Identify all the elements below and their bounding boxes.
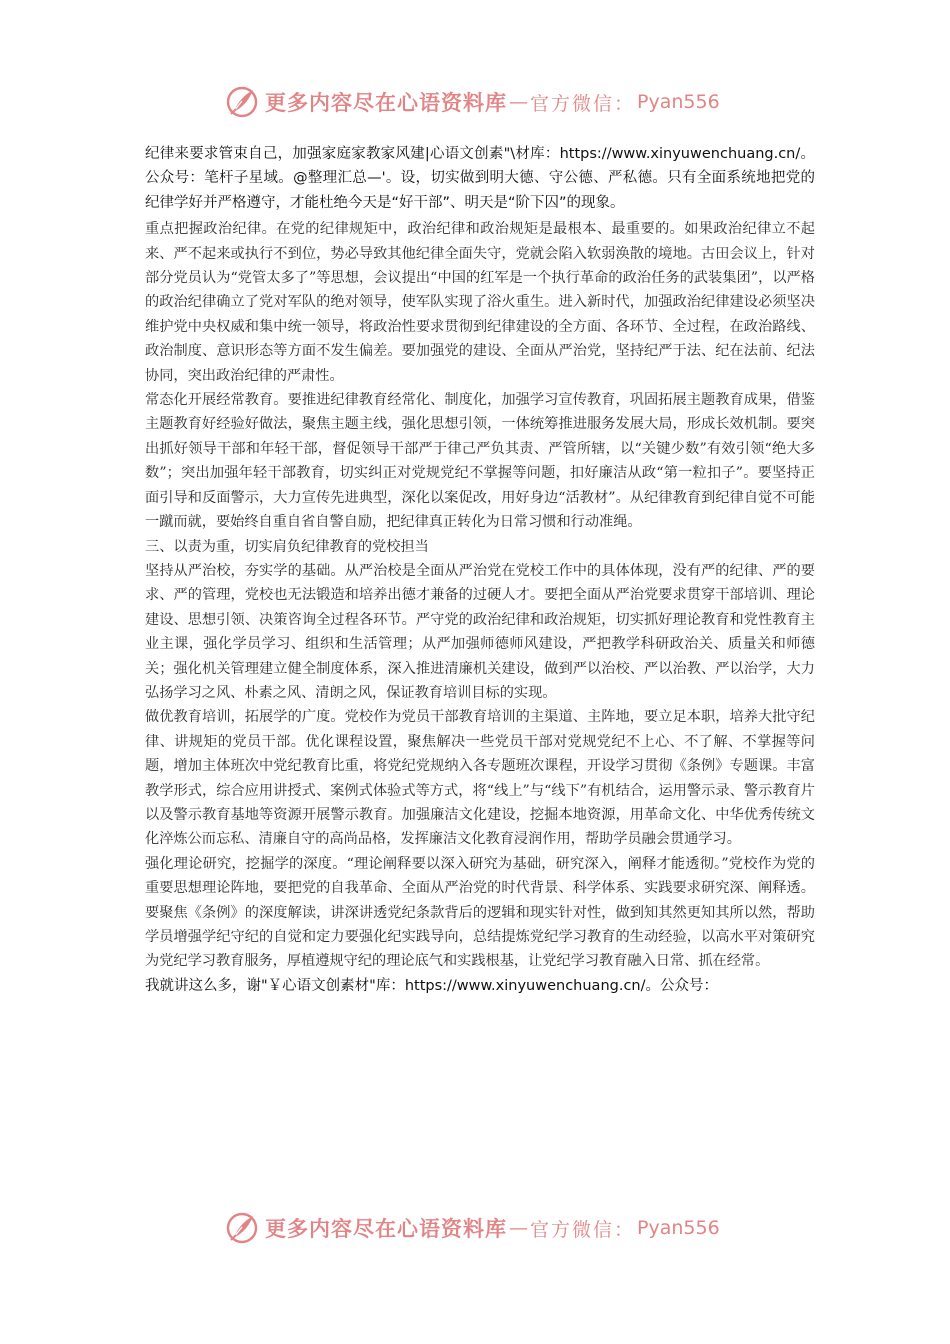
paragraph-regular-education: 常态化开展经常教育。要推进纪律教育经常化、制度化，加强学习宣传教育，巩固拓展主题教育成果，借鉴主题教育好经验好做法，聚焦主题主线，强化思想引领，一体统筹推进服务发展大局，形成长效机制。要突出抓好领导干部和年轻干部，督促领导干部严于律己严负其责、严管所辖，以“关键少数”有效引领“绝大多数”；突出加强年轻干部教育，切实纠正对党规党纪不掌握等问题，扣好廉洁从政“第一粒扣子”。要坚持正面引导和反面警示，大力宣传先进典型，深化以案促改，用好身边“活教材”。从纪律教育到纪律自觉不可能一蹴而就，要始终自重自省自警自励，把纪律真正转化为日常习惯和行动准绳。	[145, 392, 815, 531]
banner-wechat-label: 官方微信：	[530, 1218, 636, 1241]
banner-dash: —	[509, 91, 528, 113]
quill-logo-icon	[225, 1211, 259, 1245]
banner-brand: 更多内容尽在心语资料库	[265, 1216, 507, 1241]
paragraph-education-training: 做优教育培训，拓展学的广度。党校作为党员干部教育培训的主渠道、主阵地，要立足本职，培养大批守纪律、讲规矩的党员干部。优化课程设置，聚焦解决一些党员干部对党规党纪不上心、不了解、不掌握等问题，增加主体班次中党纪教育比重，将党纪党规纳入各专题班次课程，开设学习贯彻《条例》专题课。丰富教学形式，综合应用讲授式、案例式体验式等方式，将“线上”与“线下”有机结合，运用警示录、警示教育片以及警示教育基地等资源开展警示教育。加强廉洁文化建设，挖掘本地资源，用革命文化、中华优秀传统文化淬炼公而忘私、清廉自守的高尚品格，发挥廉洁文化教育浸润作用，帮助学员融会贯通学习。	[145, 709, 815, 848]
footer-banner	[225, 1208, 720, 1248]
paragraph-political-discipline: 重点把握政治纪律。在党的纪律规矩中，政治纪律和政治规矩是最根本、最重要的。如果政治纪律立不起来、严不起来或执行不到位，势必导致其他纪律全面失守，党就会陷入软弱涣散的境地。古田会议上，针对部分党员认为“党管太多了”等思想，会议提出“中国的红军是一个执行革命的政治任务的武装集团”，以严格的政治纪律确立了党对军队的绝对领导，使军队实现了浴火重生。进入新时代，加强政治纪律建设必须坚决维护党中央权威和集中统一领导，将政治性要求贯彻到纪律建设的全方面、各环节、全过程，在政治路线、政治制度、意识形态等方面不发生偏差。要加强党的建设、全面从严治党，坚持纪严于法、纪在法前、纪法协同，突出政治纪律的严肃性。	[145, 221, 815, 384]
intro-paragraph: 纪律来要求管束自己，加强家庭家教家风建|心语文创素"\材库：https://www.xinyuwenchuang.cn/。公众号：笔杆子星域。@整理汇总—'。设，切实做到明大德、守公德、严私德。只有全面系统地把党的纪律学好并严格遵守，才能杜绝今天是“好干部”、明天是“阶下囚”的现象。	[145, 146, 815, 211]
header-banner	[225, 82, 720, 122]
quill-logo-icon	[225, 85, 259, 119]
document-body	[145, 142, 815, 998]
banner-dash: —	[509, 1217, 528, 1239]
banner-brand: 更多内容尽在心语资料库	[265, 90, 507, 115]
closing-paragraph: 我就讲这么多，谢"￥心语文创素材"库：https://www.xinyuwenchuang.cn/。公众号：	[145, 977, 718, 994]
banner-wechat-id: Pyan556	[637, 1217, 720, 1239]
banner-wechat-id: Pyan556	[637, 91, 720, 113]
banner-wechat-label: 官方微信：	[530, 92, 636, 115]
section-heading-3: 三、以责为重，切实肩负纪律教育的党校担当	[145, 538, 429, 555]
paragraph-theory-research: 强化理论研究，挖掘学的深度。“理论阐释要以深入研究为基础，研究深入，阐释才能透彻。”党校作为党的重要思想理论阵地，要把党的自我革命、全面从严治党的时代背景、科学体系、实践要求研究深、阐释透。要聚焦《条例》的深度解读，讲深讲透党纪条款背后的逻辑和现实针对性，做到知其然更知其所以然，帮助学员增强学纪守纪的自觉和定力要强化纪实践导向，总结提炼党纪学习教育的生动经验，以高水平对策研究为党纪学习教育服务，厚植遵规守纪的理论底气和实践根基，让党纪学习教育融入日常、抓在经常。	[145, 855, 815, 970]
paragraph-strict-governance: 坚持从严治校，夯实学的基础。从严治校是全面从严治党在党校工作中的具体体现，没有严的纪律、严的要求、严的管理，党校也无法锻造和培养出德才兼备的过硬人才。要把全面从严治党要求贯穿干部培训、理论建设、思想引领、决策咨询全过程各环节。严守党的政治纪律和政治规矩，切实抓好理论教育和党性教育主业主课，强化学员学习、组织和生活管理；从严加强师德师风建设，严把教学科研政治关、质量关和师德关；强化机关管理建立健全制度体系，深入推进清廉机关建设，做到严以治校、严以治教、严以治学，大力弘扬学习之风、朴素之风、清朗之风，保证教育培训目标的实现。	[145, 562, 815, 701]
